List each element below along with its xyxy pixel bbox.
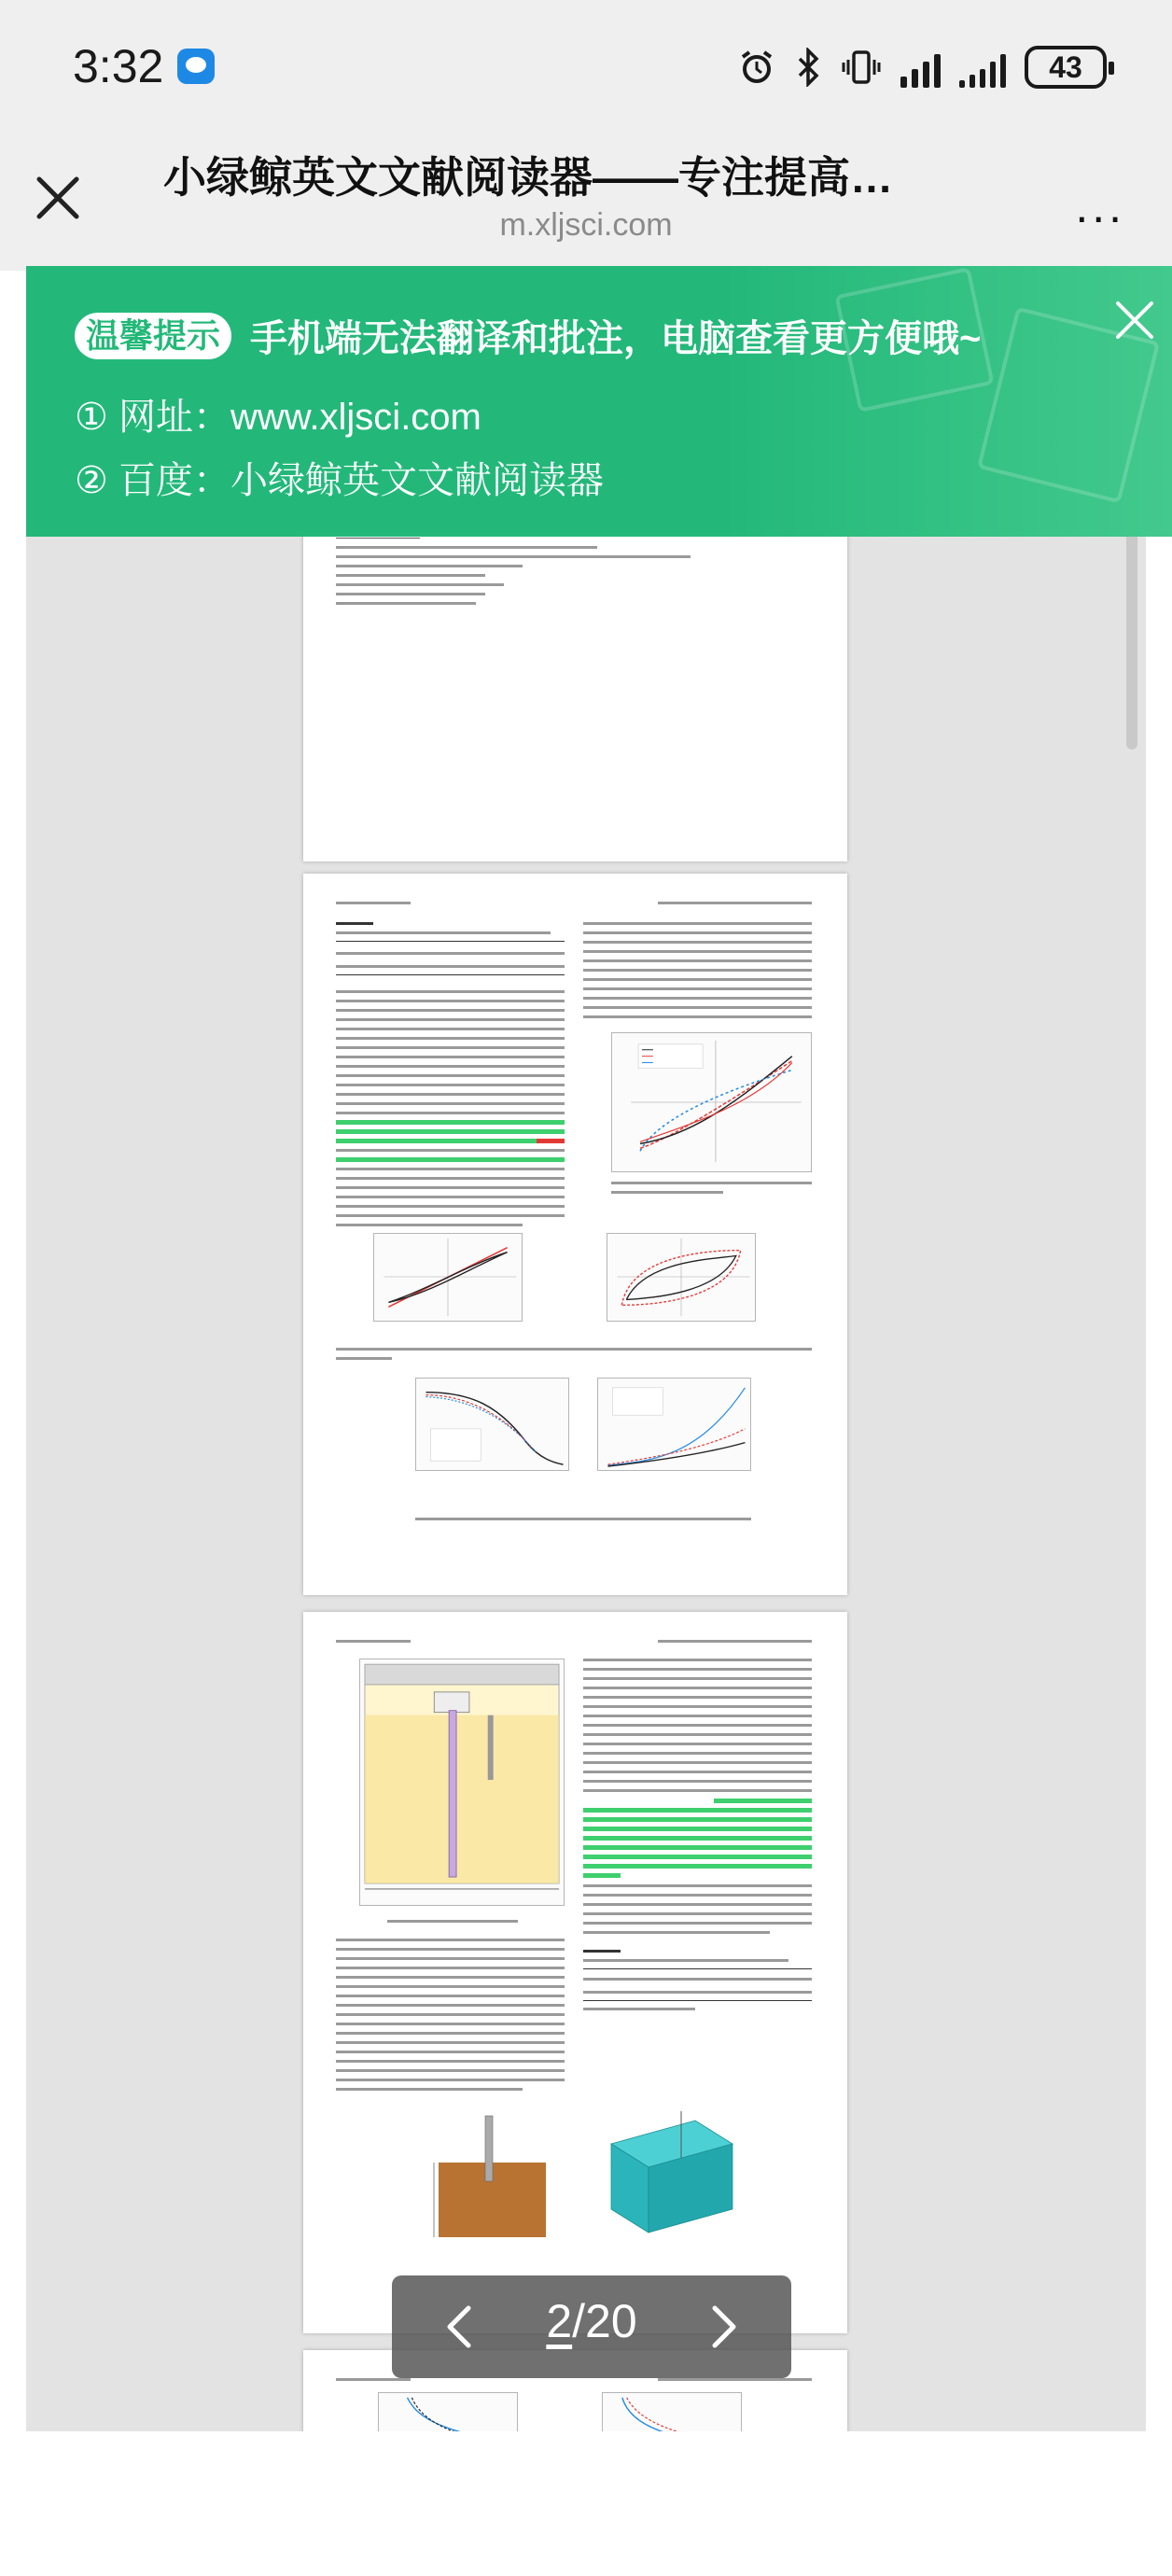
page-url: m.xljsci.com xyxy=(499,207,673,243)
bluetooth-icon xyxy=(794,48,822,87)
browser-nav-bar xyxy=(0,131,1172,271)
page-navigator xyxy=(392,2275,791,2378)
vibrate-icon xyxy=(841,49,882,86)
banner-decoration xyxy=(724,266,1172,537)
result-figure-a xyxy=(378,2392,518,2431)
battery-icon xyxy=(1025,46,1107,89)
more-menu-button[interactable]: ... xyxy=(1075,180,1125,232)
result-figure-b xyxy=(602,2392,742,2431)
tip-badge: 温馨提示 xyxy=(75,313,231,359)
battery-level: 43 xyxy=(1049,49,1082,84)
tip-banner xyxy=(26,266,1172,537)
status-bar xyxy=(0,0,1172,131)
tip-headline: 手机端无法翻译和批注，电脑查看更方便哦~ xyxy=(250,318,982,359)
pdf-page xyxy=(303,1612,847,2333)
page-title: 小绿鲸英文文献阅读器——专注提高… xyxy=(163,153,893,202)
hysteresis-figure-b xyxy=(607,1233,756,1322)
hysteresis-figure-a xyxy=(373,1233,523,1322)
mesh-figure xyxy=(593,2102,742,2242)
scrollbar-thumb[interactable] xyxy=(1126,518,1137,749)
pdf-viewer[interactable] xyxy=(0,271,1172,2431)
next-page-icon[interactable] xyxy=(700,2301,746,2353)
status-icons xyxy=(738,41,1107,93)
tip-search-line: ② 百度：小绿鲸英文文献阅读器 xyxy=(75,460,604,501)
centrifuge-setup-figure xyxy=(359,1659,565,1906)
status-time: 3:32 xyxy=(73,40,164,92)
current-page: 2 xyxy=(546,2295,573,2347)
stress-strain-figure xyxy=(611,1032,812,1172)
tip-website-line: ① 网址：www.xljsci.com xyxy=(75,397,481,438)
page-separator: / xyxy=(572,2295,586,2347)
signal-icon xyxy=(900,47,941,88)
total-pages: 20 xyxy=(585,2295,637,2347)
banner-close-icon[interactable] xyxy=(1109,294,1161,346)
modulus-reduction-figure xyxy=(415,1378,569,1471)
model-pile-figure xyxy=(425,2102,555,2242)
pdf-page xyxy=(303,874,847,1595)
chat-notification-icon xyxy=(177,49,215,84)
alarm-icon xyxy=(738,49,775,86)
signal-icon xyxy=(959,47,1006,88)
damping-ratio-figure xyxy=(597,1378,751,1471)
